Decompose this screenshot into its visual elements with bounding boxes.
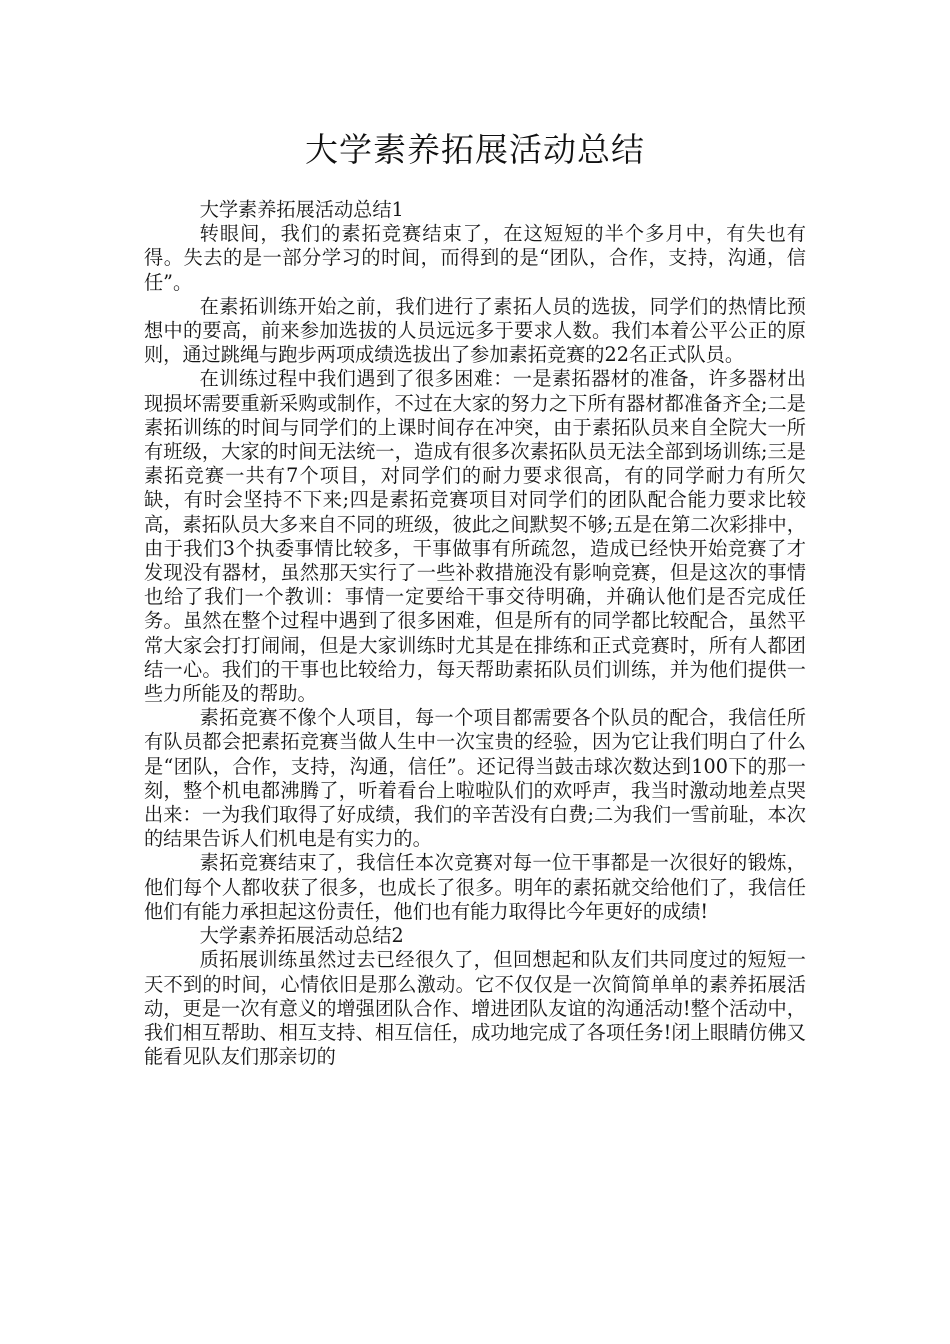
section-heading-2: 大学素养拓展活动总结2 [199, 924, 404, 948]
document-title: 大学素养拓展活动总结 [305, 130, 645, 169]
paragraph-teamwork: 素拓竞赛不像个人项目，每一个项目都需要各个队员的配合，我信任所有队员都会把素拓竞赛当做人生中一次宝贵的经验，因为它让我们明白了什么是“团队，合作，支持，沟通，信任”。还记得当鼓击球次数达到100下的那一刻，整个机电都沸腾了，听着看台上啦啦队们的欢呼声，我当时激动地差点哭出来：一为我们取得了好成绩，我们的辛苦没有白费;二为我们一雪前耻，本次的结果告诉人们机电是有实力的。 [144, 706, 806, 851]
document-body [144, 198, 806, 1069]
paragraph-intro: 转眼间，我们的素拓竞赛结束了，在这短短的半个多月中，有失也有得。失去的是一部分学习的时间，而得到的是“团队，合作，支持，沟通，信任”。 [144, 222, 806, 294]
section-heading-1: 大学素养拓展活动总结1 [199, 198, 404, 221]
paragraph-conclusion: 素拓竞赛结束了，我信任本次竞赛对每一位干事都是一次很好的锻炼，他们每个人都收获了很多，也成长了很多。明年的素拓就交给他们了，我信任他们有能力承担起这份责任，他们也有能力取得比今年更好的成绩! [144, 851, 806, 923]
paragraph-summary-2: 质拓展训练虽然过去已经很久了，但回想起和队友们共同度过的短短一天不到的时间，心情依旧是那么激动。它不仅仅是一次简简单单的素养拓展活动，更是一次有意义的增强团队合作、增进团队友谊的沟通活动!整个活动中，我们相互帮助、相互支持、相互信任，成功地完成了各项任务!闭上眼睛仿佛又能看见队友们那亲切的 [144, 948, 806, 1069]
paragraph-selection: 在素拓训练开始之前，我们进行了素拓人员的选拔，同学们的热情比预想中的要高，前来参加选拔的人员远远多于要求人数。我们本着公平公正的原则，通过跳绳与跑步两项成绩选拔出了参加素拓竞赛的22名正式队员。 [144, 294, 806, 367]
paragraph-difficulties: 在训练过程中我们遇到了很多困难：一是素拓器材的准备，许多器材出现损坏需要重新采购或制作，不过在大家的努力之下所有器材都准备齐全;二是素拓训练的时间与同学们的上课时间存在冲突，由于素拓队员来自全院大一所有班级，大家的时间无法统一，造成有很多次素拓队员无法全部到场训练;三是素拓竞赛一共有7个项目，对同学们的耐力要求很高，有的同学耐力有所欠缺，有时会坚持不下来;四是素拓竞赛项目对同学们的团队配合能力要求比较高，素拓队员大多来自不同的班级，彼此之间默契不够;五是在第二次彩排中，由于我们3个执委事情比较多，干事做事有所疏忽，造成已经快开始竞赛了才发现没有器材，虽然那天实行了一些补救措施没有影响竞赛，但是这次的事情也给了我们一个教训：事情一定要给干事交待明确，并确认他们是否完成任务。虽然在整个过程中遇到了很多困难，但是所有的同学都比较配合，虽然平常大家会打打闹闹，但是大家训练时尤其是在排练和正式竞赛时，所有人都团结一心。我们的干事也比较给力，每天帮助素拓队员们训练，并为他们提供一些力所能及的帮助。 [144, 367, 806, 706]
